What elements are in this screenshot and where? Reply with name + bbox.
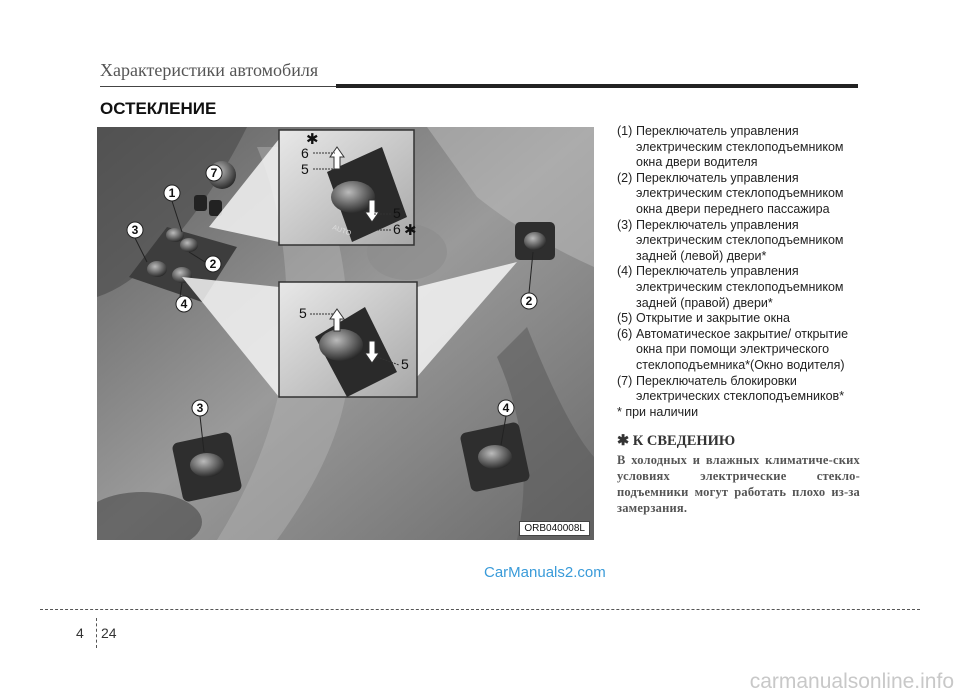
page-number: 24 (101, 625, 117, 641)
item-number: (2) (617, 170, 633, 185)
watermark-footer: carmanualsonline.info (749, 670, 954, 693)
callout-4: 4 (502, 401, 510, 415)
callout-2: 2 (209, 257, 217, 271)
callout-6: 6 (393, 221, 401, 237)
callout-4: 4 (180, 297, 188, 311)
item-text: Автоматическое закрытие/ открытие окна при помощи электрического стеклоподъемника*(Окно водителя) (636, 326, 849, 372)
item-number: (7) (617, 373, 633, 388)
list-item (617, 124, 867, 171)
item-text: Открытие и закрытие окна (636, 311, 790, 326)
chapter-number: 4 (76, 625, 84, 641)
callout-5: 5 (301, 161, 309, 177)
callout-3: 3 (131, 223, 139, 237)
callout-7: 7 (210, 166, 218, 180)
list-item (617, 311, 867, 327)
callout-star: ✱ (306, 131, 319, 148)
item-text: Переключатель блокировки электрических стеклоподъемников* (636, 373, 845, 404)
note-body: В холодных и влажных климатиче-ских условиях электрические стекло-подъемники могут работать плохо из-за замерзания. (617, 453, 860, 515)
item-number: (6) (617, 326, 633, 341)
item-number: (1) (617, 124, 633, 138)
callout-3: 3 (196, 401, 204, 415)
header-rule (100, 86, 336, 87)
callout-5: 5 (299, 305, 307, 321)
list-item (617, 171, 867, 218)
item-text: Переключатель управления электрическим стеклоподъемником окна двери переднего пассажира (636, 170, 844, 216)
item-number: (5) (617, 311, 633, 326)
callout-2: 2 (525, 294, 533, 308)
item-text: Переключатель управления электрическим стеклоподъемником окна двери водителя (636, 124, 844, 170)
power-window-illustration (97, 127, 594, 540)
callout-5: 5 (393, 205, 401, 221)
header-rule-thick (336, 84, 858, 88)
item-number: (3) (617, 217, 633, 232)
callout-6: 6 (301, 145, 309, 161)
note-heading: ✱ К СВЕДЕНИЮ (617, 433, 736, 449)
list-item (617, 218, 867, 265)
list-item (617, 264, 867, 311)
callout-5: 5 (401, 356, 409, 372)
auto-label: AUTO (331, 224, 352, 238)
watermark-link[interactable]: CarManuals2.com (484, 564, 606, 581)
section-title: ОСТЕКЛЕНИЕ (100, 99, 217, 118)
component-list (617, 124, 867, 420)
item-number: (4) (617, 264, 633, 279)
footnote: * при наличии (617, 404, 699, 419)
figure-code: ORB040008L (519, 521, 590, 536)
callout-star: ✱ (404, 222, 417, 239)
item-text: Переключатель управления электрическим стеклоподъемником задней (левой) двери* (636, 217, 844, 263)
item-text: Переключатель управления электрическим стеклоподъемником задней (правой) двери* (636, 264, 844, 310)
list-item (617, 327, 867, 374)
callout-1: 1 (168, 186, 176, 200)
list-item (617, 374, 867, 405)
footer-rule (40, 609, 920, 610)
chapter-header: Характеристики автомобиля (100, 60, 319, 80)
page-separator (96, 618, 97, 648)
